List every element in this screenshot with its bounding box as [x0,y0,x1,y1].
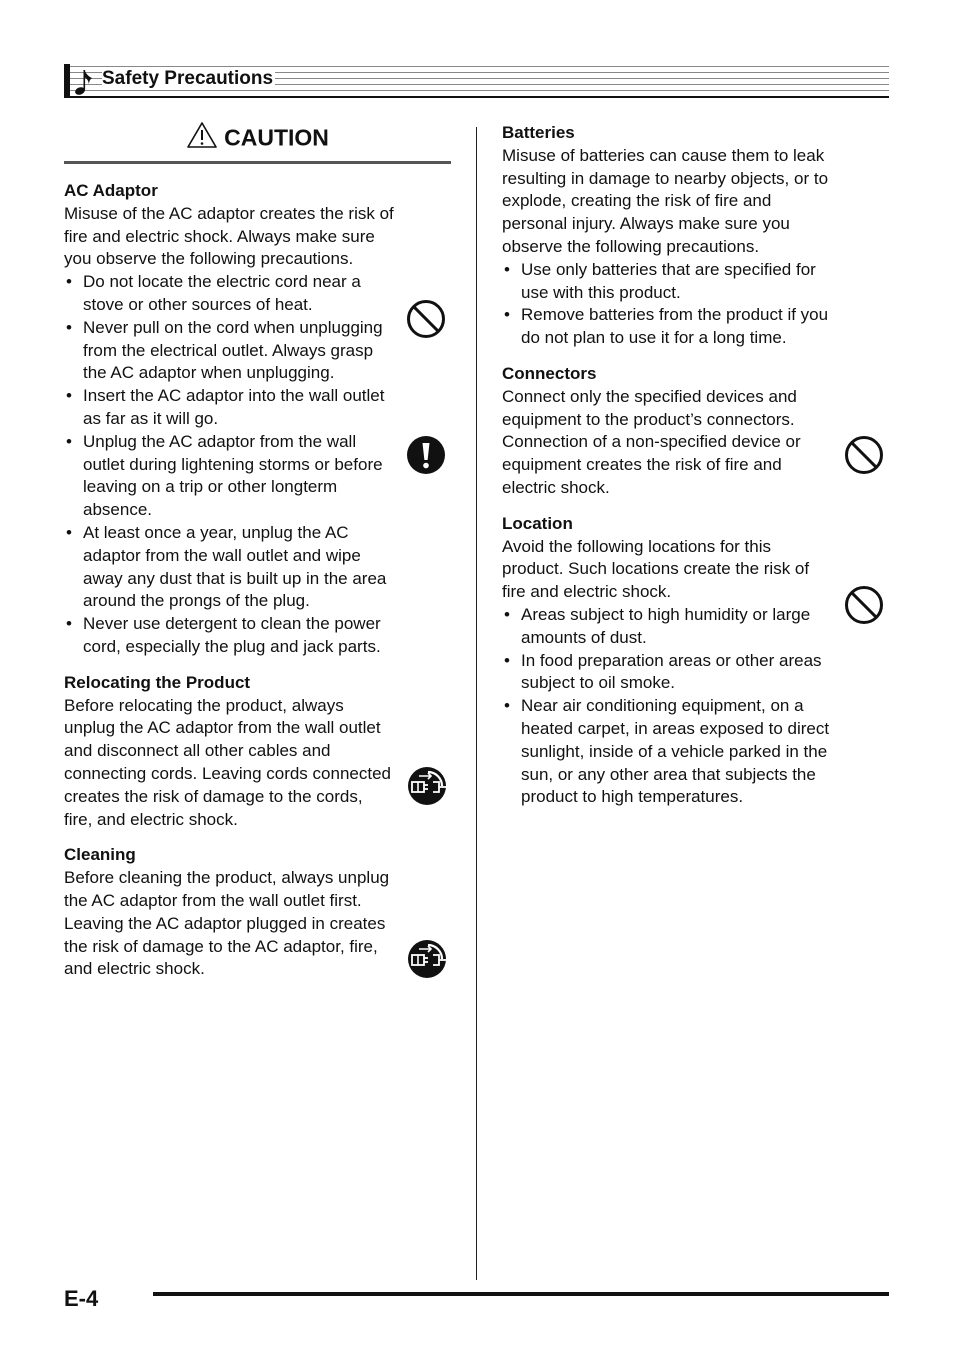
relocating-section [64,672,394,832]
connectors-section [502,363,832,500]
cleaning-section [64,844,394,981]
bullet-glyph: • [504,305,510,325]
bullet-glyph: • [66,614,72,634]
list-item [502,695,832,809]
list-item [64,431,394,522]
caution-label: CAUTION [224,124,329,151]
footer-rule [153,1292,889,1296]
section-title: Relocating the Product [64,672,251,692]
list-item-text: Do not locate the electric cord near a stove or other sources of heat. [83,272,361,314]
list-item-text: Never pull on the cord when unplugging from the electrical outlet. Always grasp the AC adaptor when unplugging. [83,317,383,383]
bullet-glyph: • [504,696,510,716]
bullet-glyph: • [66,431,72,451]
list-item-text: Near air conditioning equipment, on a heated carpet, in areas exposed to direct sunlight, inside of a vehicle parked in the sun, or any other area that subjects the product to high temperatures. [521,696,830,807]
section-title: Connectors [502,363,597,383]
caution-rule [64,161,451,164]
list-item-text: Areas subject to high humidity or large amounts of dust. [521,604,811,647]
header-marker [64,64,70,98]
bullet-glyph: • [66,272,72,292]
section-title: Location [502,513,573,533]
ac-adaptor-section [64,180,394,659]
list-item-text: Use only batteries that are specified for use with this product. [521,259,816,302]
header-rule [70,90,889,91]
section-body: Before cleaning the product, always unplug the AC adaptor from the wall outlet first. Leaving the AC adaptor plugged in creates the risk of damage to the AC adaptor, fire, and electric shock. [64,868,390,979]
exclamation-icon [406,435,446,475]
bullet-glyph: • [504,650,510,670]
list-item [64,271,394,317]
list-item-text: Never use detergent to clean the power cord, especially the plug and jack parts. [83,614,381,656]
musical-note-icon [74,68,94,96]
section-intro: Avoid the following locations for this product. Such locations create the risk of fire and electric shock. [502,536,810,602]
list-item-text: Unplug the AC adaptor from the wall outlet during lightening storms or before leaving on a trip or other longterm absence. [83,431,383,520]
section-title: AC Adaptor [64,181,158,200]
bullet-list [502,259,832,350]
bullet-glyph: • [66,386,72,406]
batteries-section [502,122,832,350]
list-item-text: Insert the AC adaptor into the wall outlet as far as it will go. [83,386,385,428]
prohibition-icon [844,435,884,475]
list-item [502,304,832,350]
list-item [502,259,832,305]
right-column [502,122,832,809]
column-divider [476,127,477,1280]
header-base-rule [70,96,889,98]
list-item-text: In food preparation areas or other areas subject to oil smoke. [521,650,822,693]
list-item [502,604,832,650]
bullet-glyph: • [504,604,510,624]
section-header [64,64,889,98]
bullet-glyph: • [504,259,510,279]
list-item-text: Remove batteries from the product if you do not plan to use it for a long time. [521,305,829,348]
list-item [64,385,394,431]
list-item [64,317,394,385]
page-number: E-4 [64,1286,99,1311]
left-column [64,180,394,981]
unplug-icon [407,939,447,979]
section-title: Cleaning [64,845,136,865]
list-item [64,613,394,659]
caution-heading [64,124,451,164]
bullet-list [64,271,394,659]
section-body: Before relocating the product, always unplug the AC adaptor from the wall outlet and disconnect all other cables and connecting cords. Leaving cords connected creates the risk of damage to the cords, fire, and electric shock. [64,695,391,829]
section-body: Connect only the specified devices and equipment to the product’s connectors. Connection of a non-specified device or equipment creates the risk of fire and electric shock. [502,386,801,497]
list-item [502,650,832,696]
header-rule [70,66,889,67]
unplug-icon [407,766,447,806]
location-section [502,513,832,809]
prohibition-icon [844,585,884,625]
bullet-glyph: • [66,522,72,542]
section-intro: Misuse of the AC adaptor creates the risk of fire and electric shock. Always make sure you observe the following precautions. [64,203,394,269]
prohibition-icon [406,299,446,339]
bullet-list [502,604,832,809]
list-item [64,522,394,613]
section-intro: Misuse of batteries can cause them to leak resulting in damage to nearby objects, or to explode, creating the risk of fire and personal injury. Always make sure you observe the following precautions. [502,145,829,256]
section-title: Batteries [502,123,575,142]
warning-triangle-icon [186,121,218,149]
bullet-glyph: • [66,317,72,337]
list-item-text: At least once a year, unplug the AC adaptor from the wall outlet and wipe away any dust that is built up in the area around the prongs of the plug. [83,522,387,611]
header-title: Safety Precautions [102,68,274,89]
